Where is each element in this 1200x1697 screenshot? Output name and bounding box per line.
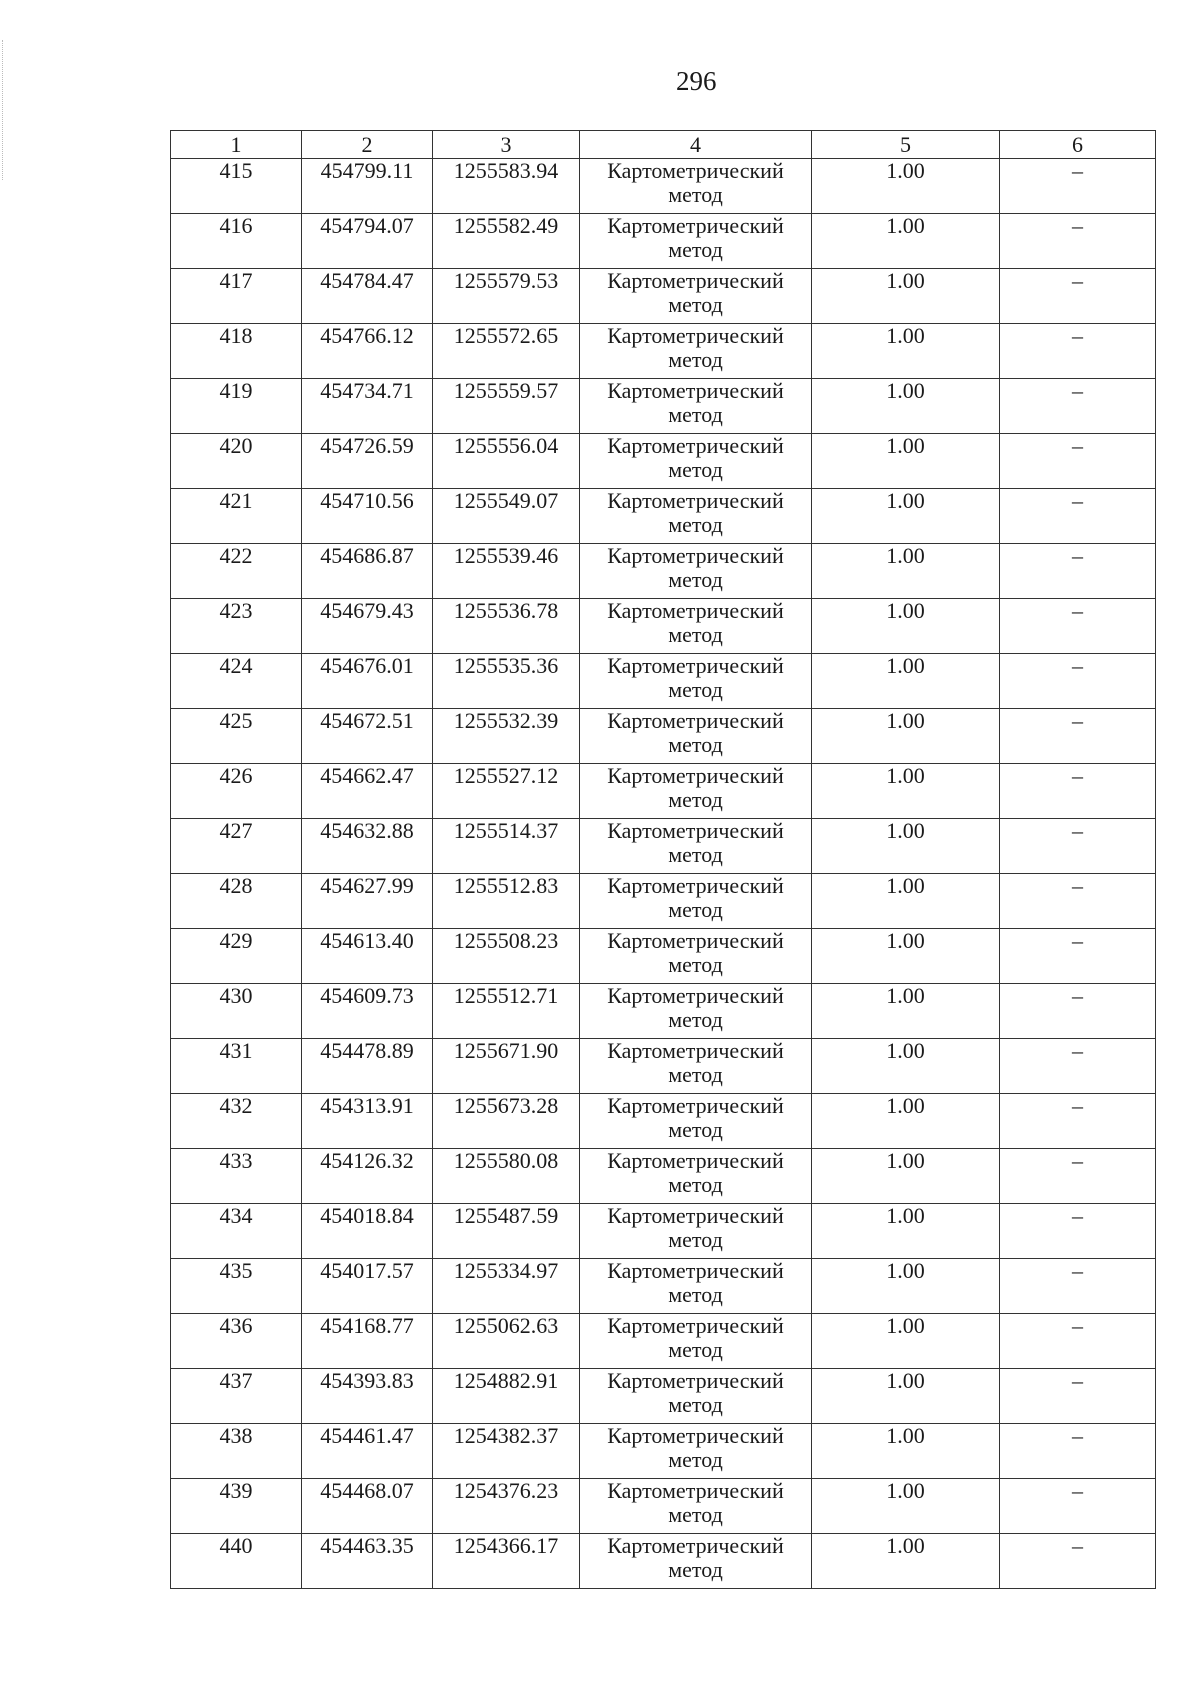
x-coordinate-cell: 454461.47	[302, 1424, 433, 1479]
x-coordinate-cell: 454734.71	[302, 379, 433, 434]
x-coordinate-cell: 454463.35	[302, 1534, 433, 1589]
accuracy-cell: 1.00	[812, 764, 1000, 819]
accuracy-cell: 1.00	[812, 1149, 1000, 1204]
point-number-cell: 424	[171, 654, 302, 709]
point-number-cell: 425	[171, 709, 302, 764]
y-coordinate-cell: 1255673.28	[433, 1094, 580, 1149]
accuracy-cell: 1.00	[812, 1094, 1000, 1149]
accuracy-cell: 1.00	[812, 434, 1000, 489]
page-number: 296	[676, 66, 717, 96]
method-line-2: метод	[668, 1392, 723, 1417]
method-line-2: метод	[668, 182, 723, 207]
accuracy-cell: 1.00	[812, 654, 1000, 709]
method-line-1: Картометрический	[607, 818, 784, 843]
method-line-2: метод	[668, 1502, 723, 1527]
y-coordinate-cell: 1255514.37	[433, 819, 580, 874]
x-coordinate-cell: 454679.43	[302, 599, 433, 654]
accuracy-cell: 1.00	[812, 489, 1000, 544]
point-number-cell: 419	[171, 379, 302, 434]
note-cell: –	[1000, 819, 1156, 874]
method-cell	[580, 544, 812, 599]
method-line-1: Картометрический	[607, 1258, 784, 1283]
accuracy-cell: 1.00	[812, 929, 1000, 984]
accuracy-cell: 1.00	[812, 1534, 1000, 1589]
point-number-cell: 432	[171, 1094, 302, 1149]
method-line-2: метод	[668, 677, 723, 702]
table-row	[171, 1534, 1156, 1589]
y-coordinate-cell: 1255334.97	[433, 1259, 580, 1314]
y-coordinate-cell: 1254376.23	[433, 1479, 580, 1534]
table-row	[171, 489, 1156, 544]
method-line-2: метод	[668, 622, 723, 647]
note-cell: –	[1000, 764, 1156, 819]
table-row	[171, 1424, 1156, 1479]
table-row	[171, 1369, 1156, 1424]
method-line-1: Картометрический	[607, 1203, 784, 1228]
x-coordinate-cell: 454710.56	[302, 489, 433, 544]
column-header-4: 4	[580, 131, 812, 159]
method-cell	[580, 1424, 812, 1479]
method-line-1: Картометрический	[607, 268, 784, 293]
method-line-1: Картометрический	[607, 873, 784, 898]
method-cell	[580, 819, 812, 874]
table-row	[171, 874, 1156, 929]
header-row	[171, 131, 1156, 159]
x-coordinate-cell: 454609.73	[302, 984, 433, 1039]
method-line-2: метод	[668, 842, 723, 867]
accuracy-cell: 1.00	[812, 1039, 1000, 1094]
point-number-cell: 423	[171, 599, 302, 654]
y-coordinate-cell: 1255572.65	[433, 324, 580, 379]
note-cell: –	[1000, 1534, 1156, 1589]
method-line-1: Картометрический	[607, 378, 784, 403]
method-line-2: метод	[668, 457, 723, 482]
method-line-2: метод	[668, 347, 723, 372]
table-row	[171, 379, 1156, 434]
x-coordinate-cell: 454478.89	[302, 1039, 433, 1094]
x-coordinate-cell: 454686.87	[302, 544, 433, 599]
method-cell	[580, 159, 812, 214]
method-line-1: Картометрический	[607, 1148, 784, 1173]
method-cell	[580, 1259, 812, 1314]
point-number-cell: 430	[171, 984, 302, 1039]
method-cell	[580, 1479, 812, 1534]
point-number-cell: 420	[171, 434, 302, 489]
y-coordinate-cell: 1255508.23	[433, 929, 580, 984]
note-cell: –	[1000, 1094, 1156, 1149]
table-row	[171, 764, 1156, 819]
method-line-1: Картометрический	[607, 653, 784, 678]
y-coordinate-cell: 1255487.59	[433, 1204, 580, 1259]
method-cell	[580, 434, 812, 489]
method-line-2: метод	[668, 952, 723, 977]
x-coordinate-cell: 454627.99	[302, 874, 433, 929]
note-cell: –	[1000, 1369, 1156, 1424]
method-cell	[580, 599, 812, 654]
method-line-2: метод	[668, 787, 723, 812]
accuracy-cell: 1.00	[812, 269, 1000, 324]
method-line-2: метод	[668, 292, 723, 317]
accuracy-cell: 1.00	[812, 1479, 1000, 1534]
y-coordinate-cell: 1255535.36	[433, 654, 580, 709]
note-cell: –	[1000, 874, 1156, 929]
method-cell	[580, 1039, 812, 1094]
point-number-cell: 438	[171, 1424, 302, 1479]
point-number-cell: 436	[171, 1314, 302, 1369]
table-row	[171, 654, 1156, 709]
table-row	[171, 984, 1156, 1039]
x-coordinate-cell: 454794.07	[302, 214, 433, 269]
method-line-2: метод	[668, 237, 723, 262]
y-coordinate-cell: 1255539.46	[433, 544, 580, 599]
accuracy-cell: 1.00	[812, 214, 1000, 269]
method-cell	[580, 1534, 812, 1589]
x-coordinate-cell: 454168.77	[302, 1314, 433, 1369]
method-line-1: Картометрический	[607, 158, 784, 183]
method-cell	[580, 929, 812, 984]
point-number-cell: 433	[171, 1149, 302, 1204]
method-line-1: Картометрический	[607, 1478, 784, 1503]
note-cell: –	[1000, 1149, 1156, 1204]
method-line-1: Картометрический	[607, 1533, 784, 1558]
method-cell	[580, 1094, 812, 1149]
table-row	[171, 1479, 1156, 1534]
accuracy-cell: 1.00	[812, 379, 1000, 434]
method-line-1: Картометрический	[607, 433, 784, 458]
method-cell	[580, 1369, 812, 1424]
y-coordinate-cell: 1255536.78	[433, 599, 580, 654]
method-cell	[580, 764, 812, 819]
method-line-1: Картометрический	[607, 598, 784, 623]
accuracy-cell: 1.00	[812, 819, 1000, 874]
accuracy-cell: 1.00	[812, 1259, 1000, 1314]
point-number-cell: 417	[171, 269, 302, 324]
table-row	[171, 544, 1156, 599]
table-row	[171, 1149, 1156, 1204]
method-line-1: Картометрический	[607, 543, 784, 568]
accuracy-cell: 1.00	[812, 1204, 1000, 1259]
method-line-1: Картометрический	[607, 763, 784, 788]
accuracy-cell: 1.00	[812, 1314, 1000, 1369]
note-cell: –	[1000, 709, 1156, 764]
note-cell: –	[1000, 379, 1156, 434]
accuracy-cell: 1.00	[812, 1369, 1000, 1424]
note-cell: –	[1000, 489, 1156, 544]
y-coordinate-cell: 1255527.12	[433, 764, 580, 819]
method-line-1: Картометрический	[607, 323, 784, 348]
y-coordinate-cell: 1255062.63	[433, 1314, 580, 1369]
method-cell	[580, 1204, 812, 1259]
method-cell	[580, 324, 812, 379]
y-coordinate-cell: 1255556.04	[433, 434, 580, 489]
table-row	[171, 599, 1156, 654]
table-header	[171, 131, 1156, 159]
method-line-1: Картометрический	[607, 488, 784, 513]
point-number-cell: 427	[171, 819, 302, 874]
table-row	[171, 1204, 1156, 1259]
table-row	[171, 1259, 1156, 1314]
point-number-cell: 431	[171, 1039, 302, 1094]
method-line-1: Картометрический	[607, 708, 784, 733]
note-cell: –	[1000, 269, 1156, 324]
y-coordinate-cell: 1255512.83	[433, 874, 580, 929]
y-coordinate-cell: 1255549.07	[433, 489, 580, 544]
column-header-5: 5	[812, 131, 1000, 159]
method-cell	[580, 489, 812, 544]
point-number-cell: 439	[171, 1479, 302, 1534]
method-line-2: метод	[668, 897, 723, 922]
point-number-cell: 426	[171, 764, 302, 819]
y-coordinate-cell: 1255583.94	[433, 159, 580, 214]
note-cell: –	[1000, 599, 1156, 654]
accuracy-cell: 1.00	[812, 544, 1000, 599]
note-cell: –	[1000, 544, 1156, 599]
table-row	[171, 1314, 1156, 1369]
note-cell: –	[1000, 1424, 1156, 1479]
note-cell: –	[1000, 324, 1156, 379]
method-cell	[580, 709, 812, 764]
table-row	[171, 929, 1156, 984]
table-row	[171, 269, 1156, 324]
table-row	[171, 709, 1156, 764]
method-line-2: метод	[668, 512, 723, 537]
method-cell	[580, 379, 812, 434]
method-line-2: метод	[668, 1227, 723, 1252]
method-line-1: Картометрический	[607, 983, 784, 1008]
column-header-6: 6	[1000, 131, 1156, 159]
x-coordinate-cell: 454018.84	[302, 1204, 433, 1259]
method-line-2: метод	[668, 1062, 723, 1087]
method-line-2: метод	[668, 1447, 723, 1472]
method-line-2: метод	[668, 732, 723, 757]
note-cell: –	[1000, 434, 1156, 489]
point-number-cell: 434	[171, 1204, 302, 1259]
y-coordinate-cell: 1255512.71	[433, 984, 580, 1039]
column-header-1: 1	[171, 131, 302, 159]
accuracy-cell: 1.00	[812, 709, 1000, 764]
method-line-1: Картометрический	[607, 1368, 784, 1393]
accuracy-cell: 1.00	[812, 1424, 1000, 1479]
x-coordinate-cell: 454126.32	[302, 1149, 433, 1204]
table-row	[171, 1039, 1156, 1094]
note-cell: –	[1000, 929, 1156, 984]
x-coordinate-cell: 454662.47	[302, 764, 433, 819]
x-coordinate-cell: 454017.57	[302, 1259, 433, 1314]
y-coordinate-cell: 1255579.53	[433, 269, 580, 324]
y-coordinate-cell: 1254882.91	[433, 1369, 580, 1424]
table-row	[171, 1094, 1156, 1149]
method-cell	[580, 1314, 812, 1369]
table-row	[171, 214, 1156, 269]
note-cell: –	[1000, 984, 1156, 1039]
note-cell: –	[1000, 654, 1156, 709]
point-number-cell: 437	[171, 1369, 302, 1424]
method-line-2: метод	[668, 1007, 723, 1032]
y-coordinate-cell: 1254366.17	[433, 1534, 580, 1589]
point-number-cell: 418	[171, 324, 302, 379]
table-row	[171, 434, 1156, 489]
method-cell	[580, 269, 812, 324]
coordinates-table	[170, 130, 1156, 1589]
method-cell	[580, 1149, 812, 1204]
method-cell	[580, 654, 812, 709]
method-line-2: метод	[668, 1337, 723, 1362]
x-coordinate-cell: 454613.40	[302, 929, 433, 984]
method-line-1: Картометрический	[607, 928, 784, 953]
accuracy-cell: 1.00	[812, 599, 1000, 654]
method-line-1: Картометрический	[607, 1093, 784, 1118]
note-cell: –	[1000, 159, 1156, 214]
method-line-2: метод	[668, 402, 723, 427]
point-number-cell: 440	[171, 1534, 302, 1589]
table-row	[171, 819, 1156, 874]
note-cell: –	[1000, 1479, 1156, 1534]
point-number-cell: 422	[171, 544, 302, 599]
x-coordinate-cell: 454672.51	[302, 709, 433, 764]
method-cell	[580, 984, 812, 1039]
y-coordinate-cell: 1255582.49	[433, 214, 580, 269]
method-cell	[580, 214, 812, 269]
note-cell: –	[1000, 1204, 1156, 1259]
point-number-cell: 429	[171, 929, 302, 984]
y-coordinate-cell: 1255532.39	[433, 709, 580, 764]
scan-edge-marks	[2, 40, 6, 180]
method-line-1: Картометрический	[607, 1423, 784, 1448]
y-coordinate-cell: 1255559.57	[433, 379, 580, 434]
x-coordinate-cell: 454784.47	[302, 269, 433, 324]
accuracy-cell: 1.00	[812, 324, 1000, 379]
method-line-1: Картометрический	[607, 213, 784, 238]
method-line-2: метод	[668, 1282, 723, 1307]
note-cell: –	[1000, 1314, 1156, 1369]
method-line-2: метод	[668, 1172, 723, 1197]
table-body	[171, 159, 1156, 1589]
note-cell: –	[1000, 1259, 1156, 1314]
table-row	[171, 324, 1156, 379]
accuracy-cell: 1.00	[812, 159, 1000, 214]
point-number-cell: 421	[171, 489, 302, 544]
note-cell: –	[1000, 1039, 1156, 1094]
point-number-cell: 415	[171, 159, 302, 214]
point-number-cell: 428	[171, 874, 302, 929]
accuracy-cell: 1.00	[812, 874, 1000, 929]
y-coordinate-cell: 1255671.90	[433, 1039, 580, 1094]
accuracy-cell: 1.00	[812, 984, 1000, 1039]
x-coordinate-cell: 454676.01	[302, 654, 433, 709]
column-header-3: 3	[433, 131, 580, 159]
point-number-cell: 416	[171, 214, 302, 269]
method-line-1: Картометрический	[607, 1313, 784, 1338]
method-line-2: метод	[668, 1557, 723, 1582]
y-coordinate-cell: 1254382.37	[433, 1424, 580, 1479]
method-line-2: метод	[668, 1117, 723, 1142]
x-coordinate-cell: 454393.83	[302, 1369, 433, 1424]
y-coordinate-cell: 1255580.08	[433, 1149, 580, 1204]
point-number-cell: 435	[171, 1259, 302, 1314]
x-coordinate-cell: 454632.88	[302, 819, 433, 874]
method-line-1: Картометрический	[607, 1038, 784, 1063]
method-cell	[580, 874, 812, 929]
method-line-2: метод	[668, 567, 723, 592]
x-coordinate-cell: 454766.12	[302, 324, 433, 379]
x-coordinate-cell: 454313.91	[302, 1094, 433, 1149]
note-cell: –	[1000, 214, 1156, 269]
column-header-2: 2	[302, 131, 433, 159]
x-coordinate-cell: 454468.07	[302, 1479, 433, 1534]
x-coordinate-cell: 454799.11	[302, 159, 433, 214]
x-coordinate-cell: 454726.59	[302, 434, 433, 489]
table-row	[171, 159, 1156, 214]
